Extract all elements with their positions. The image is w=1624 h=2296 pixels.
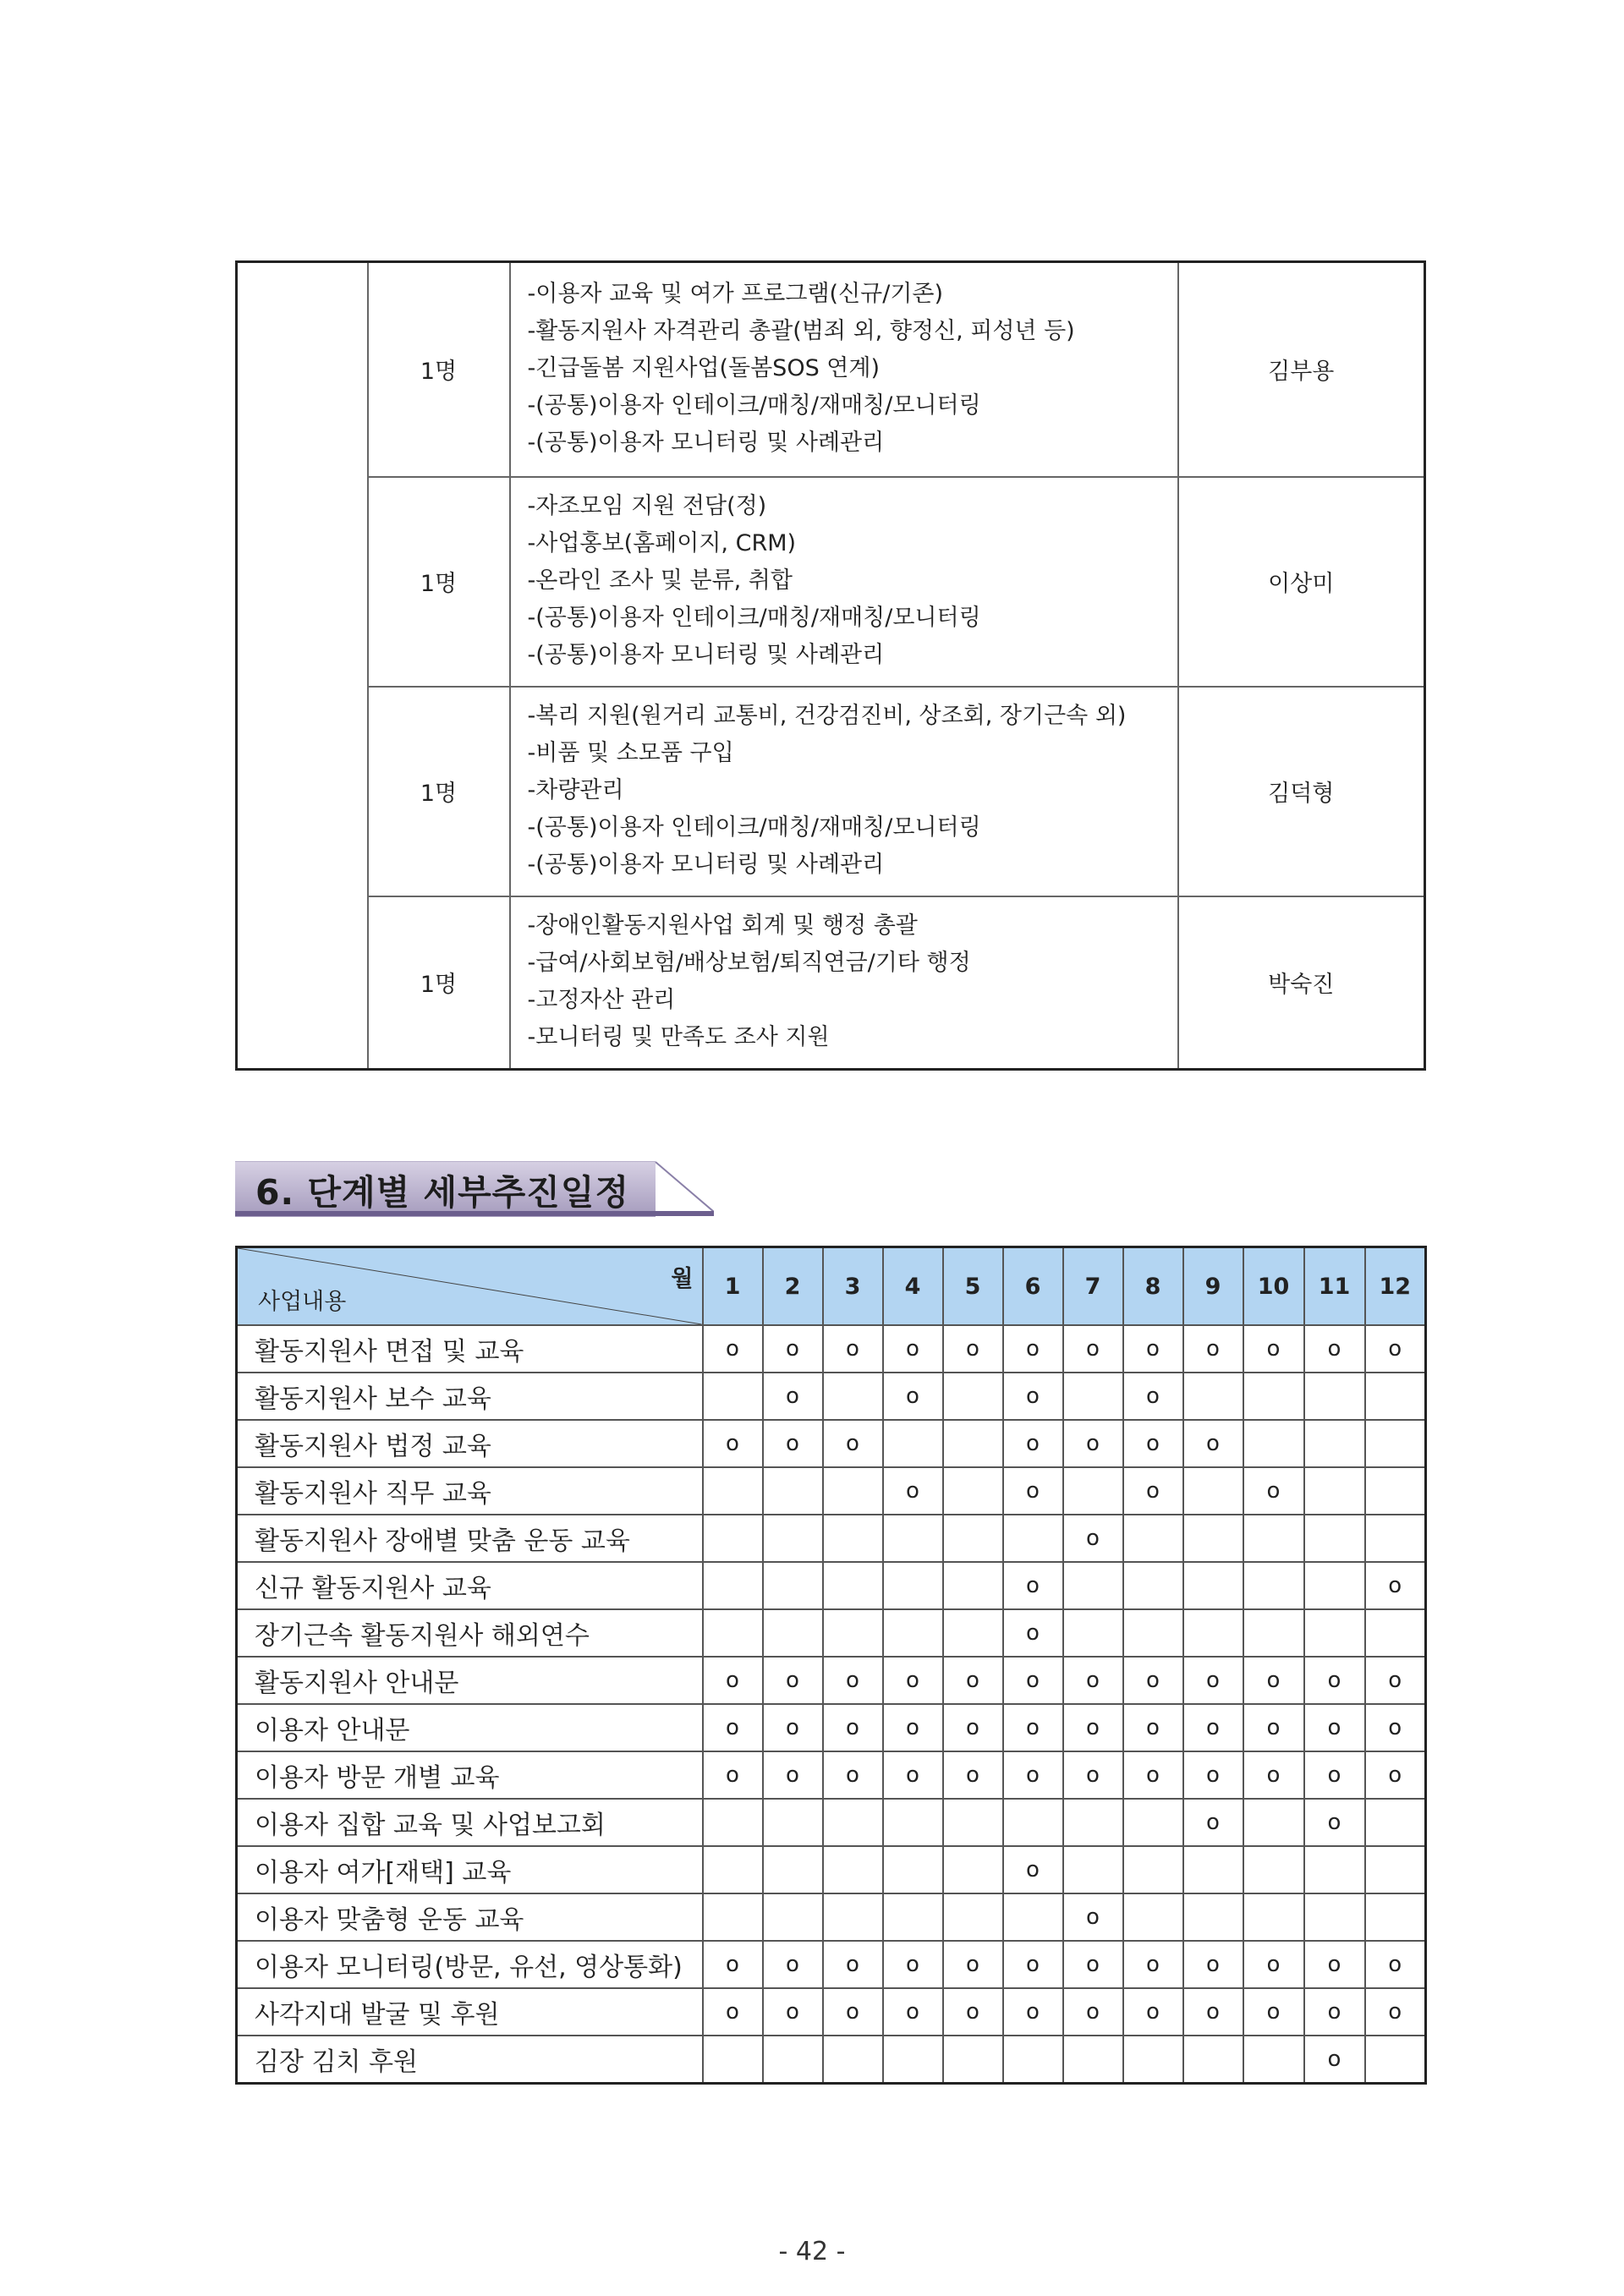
schedule-mark: o [1063,1941,1123,1988]
staff-count: 1명 [368,896,510,1070]
schedule-mark: o [1304,2036,1365,2084]
schedule-empty-cell [1183,2036,1243,2084]
duty-line: -(공통)이용자 인테이크/매칭/재매칭/모니터링 [527,814,981,841]
schedule-empty-cell [763,1893,823,1941]
schedule-mark: o [943,1751,1003,1799]
schedule-row [237,1846,1426,1893]
schedule-empty-cell [823,1609,883,1657]
schedule-empty-cell [883,1562,943,1609]
schedule-empty-cell [1243,1562,1304,1609]
schedule-mark: o [1304,1799,1365,1846]
schedule-empty-cell [883,1799,943,1846]
schedule-mark: o [763,1704,823,1751]
schedule-task: 이용자 안내문 [237,1704,703,1751]
diagonal-header-cell [237,1247,703,1326]
schedule-empty-cell [1243,1515,1304,1562]
schedule-empty-cell [1365,1799,1426,1846]
staff-person: 박숙진 [1178,896,1425,1070]
schedule-task: 이용자 맞춤형 운동 교육 [237,1893,703,1941]
schedule-row [237,1515,1426,1562]
schedule-empty-cell [883,1420,943,1467]
schedule-empty-cell [1003,1799,1063,1846]
month-header: 6 [1003,1247,1063,1326]
schedule-task: 이용자 방문 개별 교육 [237,1751,703,1799]
schedule-empty-cell [1063,1373,1123,1420]
duty-line: -온라인 조사 및 분류, 취합 [527,567,793,594]
schedule-empty-cell [703,1467,763,1515]
schedule-mark: o [1183,1420,1243,1467]
schedule-row [237,1562,1426,1609]
schedule-empty-cell [823,1373,883,1420]
schedule-task: 활동지원사 보수 교육 [237,1373,703,1420]
task-axis-label: 사업내용 [258,1289,347,1315]
staff-duties [510,896,1178,1070]
schedule-empty-cell [1304,1562,1365,1609]
schedule-task: 활동지원사 면접 및 교육 [237,1325,703,1373]
schedule-empty-cell [1183,1562,1243,1609]
schedule-task: 활동지원사 장애별 맞춤 운동 교육 [237,1515,703,1562]
schedule-mark: o [1304,1325,1365,1373]
schedule-mark: o [1063,1751,1123,1799]
schedule-empty-cell [1365,1609,1426,1657]
month-header: 1 [703,1247,763,1326]
staff-count: 1명 [368,477,510,687]
schedule-row [237,1325,1426,1373]
schedule-mark: o [763,1941,823,1988]
schedule-empty-cell [943,1846,1003,1893]
month-header: 12 [1365,1247,1426,1326]
schedule-empty-cell [943,1420,1003,1467]
schedule-mark: o [1243,1988,1304,2036]
merged-category-cell [237,262,368,1070]
page-number: - 42 - [778,2237,846,2266]
schedule-empty-cell [823,1515,883,1562]
staff-row [237,477,1425,687]
section-title: 6. 단계별 세부추진일정 [255,1172,630,1213]
schedule-row [237,1373,1426,1420]
schedule-empty-cell [1063,2036,1123,2084]
schedule-empty-cell [1183,1515,1243,1562]
schedule-mark: o [703,1704,763,1751]
schedule-empty-cell [1365,1893,1426,1941]
schedule-mark: o [1003,1325,1063,1373]
month-header: 2 [763,1247,823,1326]
section-heading [235,1161,714,1216]
schedule-mark: o [1003,1846,1063,1893]
month-header: 9 [1183,1247,1243,1326]
schedule-mark: o [1304,1751,1365,1799]
schedule-mark: o [1003,1609,1063,1657]
schedule-mark: o [1123,1704,1183,1751]
duty-line: -긴급돌봄 지원사업(돌봄SOS 연계) [527,354,880,381]
schedule-mark: o [943,1657,1003,1704]
schedule-mark: o [883,1988,943,2036]
staff-person: 김부용 [1178,262,1425,477]
duty-line: -(공통)이용자 모니터링 및 사례관리 [527,851,885,878]
schedule-mark: o [1003,1373,1063,1420]
schedule-empty-cell [943,1609,1003,1657]
schedule-row [237,1467,1426,1515]
month-header: 5 [943,1247,1003,1326]
schedule-empty-cell [1304,1609,1365,1657]
schedule-mark: o [1365,1562,1426,1609]
schedule-empty-cell [1123,1515,1183,1562]
schedule-empty-cell [763,1562,823,1609]
schedule-mark: o [883,1704,943,1751]
schedule-empty-cell [703,1562,763,1609]
schedule-header-row [237,1247,1426,1326]
schedule-task: 이용자 집합 교육 및 사업보고회 [237,1799,703,1846]
staff-duties [510,687,1178,896]
schedule-empty-cell [1304,1893,1365,1941]
schedule-empty-cell [1304,1846,1365,1893]
schedule-mark: o [1183,1751,1243,1799]
schedule-empty-cell [1304,1373,1365,1420]
duty-line: -복리 지원(원거리 교통비, 건강검진비, 상조회, 장기근속 외) [527,702,1127,729]
schedule-empty-cell [1243,1609,1304,1657]
schedule-mark: o [823,1704,883,1751]
month-header: 8 [1123,1247,1183,1326]
schedule-mark: o [1123,1657,1183,1704]
schedule-empty-cell [1365,1373,1426,1420]
schedule-mark: o [1365,1988,1426,2036]
month-header: 7 [1063,1247,1123,1326]
schedule-row [237,1988,1426,2036]
schedule-empty-cell [703,1799,763,1846]
schedule-empty-cell [823,1562,883,1609]
schedule-row [237,1941,1426,1988]
staff-count: 1명 [368,687,510,896]
schedule-empty-cell [703,1373,763,1420]
schedule-row [237,2036,1426,2084]
schedule-empty-cell [943,2036,1003,2084]
schedule-mark: o [1243,1657,1304,1704]
staff-row [237,896,1425,1070]
schedule-mark: o [883,1657,943,1704]
schedule-empty-cell [1183,1609,1243,1657]
schedule-mark: o [763,1325,823,1373]
schedule-row [237,1657,1426,1704]
schedule-mark: o [1243,1751,1304,1799]
schedule-mark: o [1365,1941,1426,1988]
duty-line: -고정자산 관리 [527,986,676,1013]
schedule-empty-cell [1365,1420,1426,1467]
schedule-task: 장기근속 활동지원사 해외연수 [237,1609,703,1657]
schedule-mark: o [1123,1420,1183,1467]
schedule-mark: o [703,1941,763,1988]
schedule-empty-cell [943,1373,1003,1420]
schedule-task: 사각지대 발굴 및 후원 [237,1988,703,2036]
schedule-mark: o [943,1941,1003,1988]
schedule-empty-cell [763,1515,823,1562]
month-header: 4 [883,1247,943,1326]
duty-line: -(공통)이용자 모니터링 및 사례관리 [527,641,885,668]
staff-duty-table [235,260,1426,1071]
staff-count: 1명 [368,262,510,477]
month-header: 11 [1304,1247,1365,1326]
duty-line: -이용자 교육 및 여가 프로그램(신규/기존) [527,280,944,307]
schedule-empty-cell [823,2036,883,2084]
schedule-mark: o [763,1657,823,1704]
schedule-mark: o [883,1373,943,1420]
schedule-row [237,1799,1426,1846]
schedule-task: 신규 활동지원사 교육 [237,1562,703,1609]
schedule-row [237,1751,1426,1799]
schedule-empty-cell [823,1893,883,1941]
staff-person: 김덕형 [1178,687,1425,896]
duty-line: -차량관리 [527,776,624,803]
schedule-mark: o [1183,1657,1243,1704]
schedule-mark: o [1243,1467,1304,1515]
schedule-task: 활동지원사 법정 교육 [237,1420,703,1467]
duty-line: -급여/사회보험/배상보험/퇴직연금/기타 행정 [527,949,971,976]
schedule-mark: o [703,1751,763,1799]
schedule-empty-cell [883,2036,943,2084]
schedule-mark: o [1365,1751,1426,1799]
schedule-mark: o [1123,1941,1183,1988]
schedule-empty-cell [703,1609,763,1657]
schedule-mark: o [943,1704,1003,1751]
schedule-empty-cell [1063,1799,1123,1846]
schedule-mark: o [1183,1704,1243,1751]
schedule-empty-cell [1063,1467,1123,1515]
schedule-mark: o [763,1988,823,2036]
schedule-empty-cell [1243,1420,1304,1467]
schedule-mark: o [1365,1657,1426,1704]
schedule-mark: o [823,1941,883,1988]
schedule-mark: o [1003,1562,1063,1609]
schedule-mark: o [1003,1988,1063,2036]
schedule-empty-cell [1123,1799,1183,1846]
schedule-mark: o [703,1325,763,1373]
schedule-mark: o [823,1325,883,1373]
schedule-mark: o [943,1325,1003,1373]
schedule-empty-cell [1183,1893,1243,1941]
month-header: 10 [1243,1247,1304,1326]
schedule-empty-cell [703,1893,763,1941]
schedule-empty-cell [1365,2036,1426,2084]
duty-line: -비품 및 소모품 구입 [527,739,734,766]
staff-row [237,262,1425,477]
schedule-empty-cell [1183,1373,1243,1420]
schedule-mark: o [1304,1657,1365,1704]
schedule-mark: o [823,1751,883,1799]
schedule-mark: o [1304,1988,1365,2036]
schedule-mark: o [703,1657,763,1704]
schedule-mark: o [1123,1325,1183,1373]
duty-line: -(공통)이용자 인테이크/매칭/재매칭/모니터링 [527,604,981,631]
schedule-mark: o [1365,1325,1426,1373]
schedule-mark: o [1304,1941,1365,1988]
schedule-task: 김장 김치 후원 [237,2036,703,2084]
schedule-empty-cell [943,1893,1003,1941]
schedule-row [237,1609,1426,1657]
schedule-row [237,1704,1426,1751]
staff-person: 이상미 [1178,477,1425,687]
schedule-mark: o [1183,1799,1243,1846]
staff-row [237,687,1425,896]
schedule-mark: o [1003,1751,1063,1799]
schedule-mark: o [1123,1751,1183,1799]
schedule-mark: o [1003,1941,1063,1988]
schedule-mark: o [943,1988,1003,2036]
schedule-empty-cell [943,1799,1003,1846]
schedule-empty-cell [1003,1893,1063,1941]
schedule-row [237,1420,1426,1467]
schedule-empty-cell [1304,1467,1365,1515]
schedule-mark: o [1365,1704,1426,1751]
schedule-empty-cell [1003,1515,1063,1562]
schedule-empty-cell [1304,1515,1365,1562]
schedule-mark: o [763,1373,823,1420]
schedule-empty-cell [1063,1846,1123,1893]
schedule-empty-cell [883,1609,943,1657]
schedule-task: 이용자 모니터링(방문, 유선, 영상통화) [237,1941,703,1988]
schedule-body [237,1325,1426,2084]
schedule-mark: o [1183,1325,1243,1373]
schedule-empty-cell [883,1893,943,1941]
duty-line: -(공통)이용자 인테이크/매칭/재매칭/모니터링 [527,392,981,419]
schedule-empty-cell [703,2036,763,2084]
schedule-empty-cell [1243,1799,1304,1846]
schedule-empty-cell [823,1846,883,1893]
schedule-empty-cell [1063,1562,1123,1609]
schedule-mark: o [823,1988,883,2036]
schedule-mark: o [883,1751,943,1799]
schedule-mark: o [1183,1988,1243,2036]
schedule-empty-cell [943,1467,1003,1515]
duty-line: -모니터링 및 만족도 조사 지원 [527,1023,830,1050]
schedule-empty-cell [1243,1373,1304,1420]
schedule-mark: o [1243,1941,1304,1988]
staff-duties [510,477,1178,687]
month-header: 3 [823,1247,883,1326]
schedule-mark: o [1063,1988,1123,2036]
schedule-mark: o [1243,1325,1304,1373]
schedule-mark: o [1243,1704,1304,1751]
schedule-mark: o [763,1420,823,1467]
schedule-empty-cell [763,1846,823,1893]
duty-line: -활동지원사 자격관리 총괄(범죄 외, 향정신, 피성년 등) [527,317,1075,344]
schedule-table [235,1246,1427,2085]
schedule-mark: o [1003,1704,1063,1751]
schedule-mark: o [1063,1704,1123,1751]
duty-line: -자조모임 지원 전담(정) [527,492,767,519]
month-axis-label: 월 [671,1266,694,1292]
schedule-mark: o [1123,1467,1183,1515]
schedule-mark: o [1003,1420,1063,1467]
schedule-empty-cell [1304,1420,1365,1467]
schedule-mark: o [1003,1657,1063,1704]
schedule-empty-cell [943,1515,1003,1562]
schedule-mark: o [1063,1515,1123,1562]
schedule-row [237,1893,1426,1941]
schedule-empty-cell [763,2036,823,2084]
schedule-empty-cell [763,1467,823,1515]
duty-line: -사업홍보(홈페이지, CRM) [527,529,797,556]
schedule-task: 이용자 여가[재택] 교육 [237,1846,703,1893]
staff-duties [510,262,1178,477]
schedule-empty-cell [883,1846,943,1893]
schedule-empty-cell [1243,2036,1304,2084]
schedule-empty-cell [1123,1893,1183,1941]
schedule-empty-cell [823,1467,883,1515]
schedule-mark: o [883,1467,943,1515]
duty-line: -(공통)이용자 모니터링 및 사례관리 [527,429,885,456]
schedule-empty-cell [1365,1846,1426,1893]
schedule-empty-cell [1123,1562,1183,1609]
schedule-empty-cell [763,1799,823,1846]
schedule-mark: o [1063,1325,1123,1373]
schedule-empty-cell [703,1846,763,1893]
schedule-empty-cell [823,1799,883,1846]
schedule-empty-cell [1183,1467,1243,1515]
schedule-mark: o [1063,1420,1123,1467]
schedule-empty-cell [1003,2036,1063,2084]
schedule-mark: o [1003,1467,1063,1515]
duty-line: -장애인활동지원사업 회계 및 행정 총괄 [527,912,918,939]
schedule-mark: o [823,1420,883,1467]
schedule-mark: o [703,1420,763,1467]
schedule-empty-cell [1365,1467,1426,1515]
schedule-mark: o [1183,1941,1243,1988]
schedule-empty-cell [1063,1609,1123,1657]
schedule-mark: o [1304,1704,1365,1751]
schedule-empty-cell [1123,2036,1183,2084]
schedule-mark: o [1123,1988,1183,2036]
schedule-mark: o [1123,1373,1183,1420]
schedule-empty-cell [763,1609,823,1657]
schedule-mark: o [883,1941,943,1988]
schedule-mark: o [1063,1657,1123,1704]
schedule-empty-cell [1123,1609,1183,1657]
schedule-empty-cell [1243,1846,1304,1893]
schedule-mark: o [703,1988,763,2036]
schedule-empty-cell [943,1562,1003,1609]
schedule-empty-cell [1243,1893,1304,1941]
schedule-mark: o [1063,1893,1123,1941]
schedule-mark: o [823,1657,883,1704]
schedule-task: 활동지원사 직무 교육 [237,1467,703,1515]
schedule-mark: o [763,1751,823,1799]
schedule-task: 활동지원사 안내문 [237,1657,703,1704]
schedule-mark: o [883,1325,943,1373]
schedule-empty-cell [1123,1846,1183,1893]
schedule-empty-cell [1365,1515,1426,1562]
schedule-empty-cell [1183,1846,1243,1893]
schedule-empty-cell [703,1515,763,1562]
schedule-empty-cell [883,1515,943,1562]
